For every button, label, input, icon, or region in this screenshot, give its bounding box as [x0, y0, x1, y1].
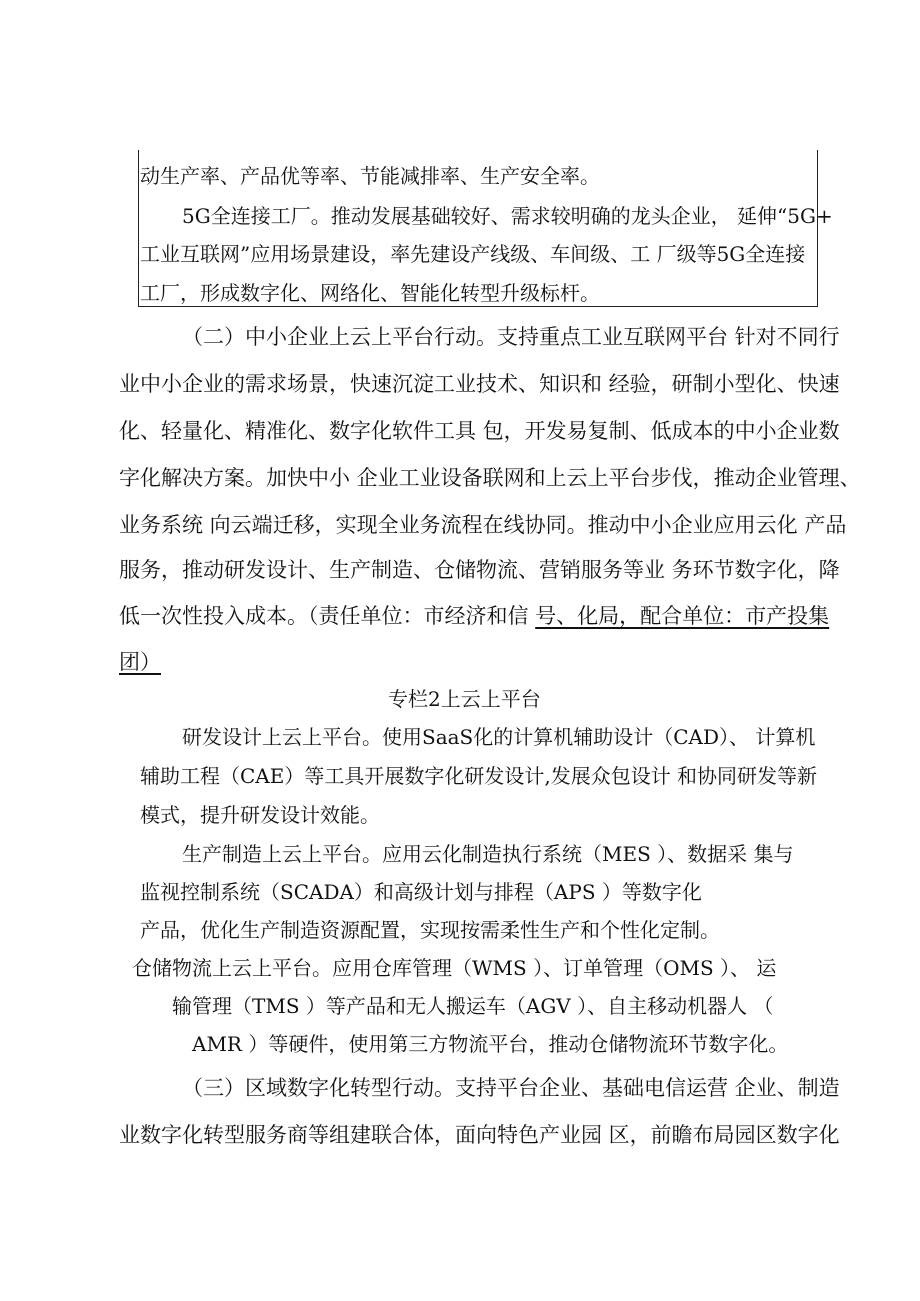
section2-line-7a: 低一次性投入成本。（责任单位：市经济和信 [119, 604, 536, 628]
box-line-1: 动生产率、产品优等率、节能减排率、生产安全率。 [140, 164, 600, 188]
column2-p3-line-2: 输管理（TMS ）等产品和无人搬运车（AGV ）、自主移动机器人 （ [172, 994, 774, 1018]
section2-line-8: 团） [119, 650, 161, 674]
column2-p2-line-2: 监视控制系统（SCADA）和高级计划与排程（APS ）等数字化 [140, 880, 702, 904]
column2-p2-line-3: 产品，优化生产制造资源配置，实现按需柔性生产和个性化定制。 [140, 918, 720, 942]
section2-line-6: 服务，推动研发设计、生产制造、仓储物流、营销服务等业 务环节数字化，降 [119, 558, 840, 582]
column2-p3-line-3: AMR ）等硬件，使用第三方物流平台，推动仓储物流环节数字化。 [192, 1032, 789, 1056]
column2-p3-line-1: 仓储物流上云上平台。应用仓库管理（WMS ）、订单管理（OMS ）、 运 [132, 956, 777, 980]
column2-p1-line-3: 模式，提升研发设计效能。 [140, 803, 380, 827]
column2-p1-line-1: 研发设计上云上平台。使用SaaS化的计算机辅助设计（CAD）、 计算机 [182, 725, 816, 749]
column2-p1-line-2: 辅助工程（CAE）等工具开展数字化研发设计,发展众包设计 和协同研发等新 [140, 764, 818, 788]
section3-line-2: 业数字化转型服务商等组建联合体，面向特色产业园 区，前瞻布局园区数字化 [119, 1123, 840, 1147]
section3-line-1: （三）区域数字化转型行动。支持平台企业、基础电信运营 企业、制造 [182, 1076, 840, 1100]
section2-line-2: 业中小企业的需求场景，快速沉淀工业技术、知识和 经验，研制小型化、快速 [119, 372, 840, 396]
section2-line-7b: 号、化局，配合单位：市产投集 [535, 604, 830, 628]
box-line-3: 工业互联网”应用场景建设，率先建设产线级、车间级、工 厂级等5G全连接 [140, 242, 806, 266]
column2-p2-line-1: 生产制造上云上平台。应用云化制造执行系统（MES ）、数据采 集与 [182, 842, 794, 866]
section2-line-3: 化、轻量化、精准化、数字化软件工具 包，开发易复制、低成本的中小企业数 [119, 419, 840, 443]
box-line-4: 工厂，形成数字化、网络化、智能化转型升级标杆。 [140, 281, 600, 305]
section2-line-4: 字化解决方案。加快中小 企业工业设备联网和上云上平台步伐，推动企业管理、 [119, 466, 861, 490]
section2-line-1: （二）中小企业上云上平台行动。支持重点工业互联网平台 针对不同行 [182, 325, 840, 349]
column2-title: 专栏2上云上平台 [388, 687, 541, 711]
section2-line-7 [119, 606, 829, 627]
box-line-2: 5G全连接工厂。推动发展基础较好、需求较明确的龙头企业， 延伸“5G+ [182, 204, 833, 228]
section2-line-5: 业务系统 向云端迁移，实现全业务流程在线协同。推动中小企业应用云化 产品 [119, 513, 847, 537]
